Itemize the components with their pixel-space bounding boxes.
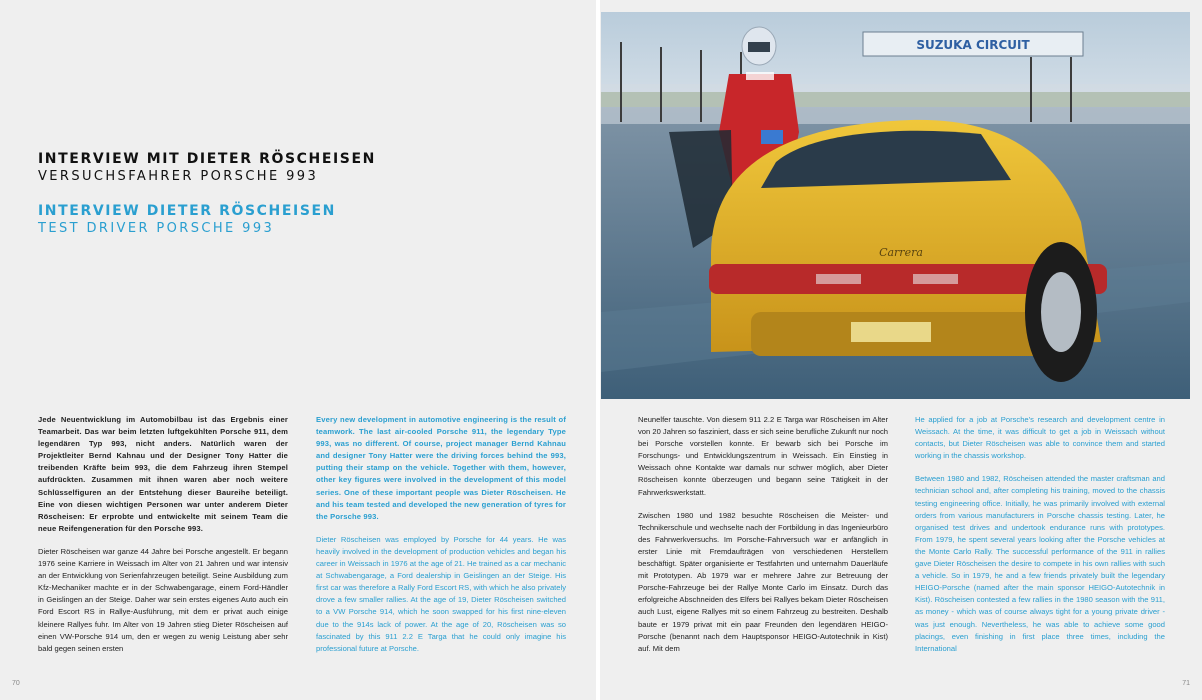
title-german: INTERVIEW MIT DIETER RÖSCHEISEN [38, 151, 376, 167]
column-german-2 [638, 414, 888, 666]
page-number-right: 71 [1182, 680, 1190, 687]
lead-paragraph-german: Jede Neuentwicklung im Automobilbau ist das Ergebnis einer Teamarbeit. Das war beim letzten luftgekühlten Porsche 911, dem legendären Typ 993, nicht anders. Natürlich waren der Projektleiter Bernd Kahnau und der Designer Tony Hatter die treibenden Kräfte beim 993, die dem Fahrzeug ihren Stempel aufdrückten. Zusammen mit ihnen waren aber noch weitere Schlüsselfiguren an der Entstehung dieser Baureihe beteiligt. Eine von diesen wichtigen Personen war unter anderem Dieter Röscheisen: Er erprobte und entwickelte mit seinem Team die neue Reifengeneration für den Porsche 993. [38, 415, 288, 533]
body-paragraph: Dieter Röscheisen war ganze 44 Jahre bei Porsche angestellt. Er begann 1976 seine Karriere in Weissach im Alter von 21 Jahren und war intensiv an der Entwicklung von Serienfahrzeugen beteiligt. Seine Ausbildung zum Kfz-Mechaniker machte er in der Schwabengarage, einem Ford-Händler in Geislingen an der Steige. Daher war sein erstes eigenes Auto auch ein Ford Escort RS in Rallye-Ausführung, mit dem er privat auch einige kleinere Rallyes fuhr. Im Alter von 19 Jahren stieg Dieter Röscheisen auf einen VW-Porsche 914 um, den er wegen zu wenig Leistung aber sehr bald gegen seinen ersten [38, 546, 288, 653]
photo-illustration [601, 12, 1190, 399]
subtitle-english: TEST DRIVER PORSCHE 993 [38, 221, 275, 236]
circuit-banner-text: SUZUKA CIRCUIT [916, 38, 1030, 52]
body-paragraph: Dieter Röscheisen was employed by Porsche for 44 years. He was heavily involved in the development of production vehicles and began his career in Weissach in 1976 at the age of 21. He trained as a car mechanic at Schwabengarage, a Ford dealership in Geislingen an der Steige. His first car was therefore a Rally Ford Escort RS, with which he also privately drove a few smaller rallies. At the age of 19, Dieter Röscheisen switched to a VW Porsche 914, which he soon swapped for his first nine-eleven due to the 914s lack of power. At the age of 20, Röscheisen was so fascinated by this 911 2.2 E Targa that he could only imagine his professional future at Porsche. [316, 534, 566, 653]
lead-paragraph-english: Every new development in automotive engineering is the result of teamwork. The last air-cooled Porsche 911, the legendary Type 993, was no different. Of course, project manager Bernd Kahnau and designer Tony Hatter were the driving forces behind the 993, putting their stamp on the vehicle. Together with them, however, other key figures were involved in the development of this model series. One of these important people was Dieter Röscheisen. He and his team tested and developed the new generation of tyres for the Porsche 993. [316, 415, 566, 521]
carrera-badge: Carrera [879, 246, 923, 259]
column-german-1 [38, 414, 288, 666]
body-paragraph: Neunelfer tauschte. Von diesem 911 2.2 E Targa war Röscheisen im Alter von 20 Jahren so fasziniert, dass er sich seine berufliche Zukunft nur noch bei Porsche vorstellen konnte. Er bewarb sich bei Porsche im Forschungs- und Entwicklungszentrum in Weissach. Ein Einstieg in Weissach ohne Kontakte war damals nur schwer möglich, aber Dieter Röscheisen konnte überzeugen und begann seine Tätigkeit in der Fahrwerkswerkstatt. [638, 415, 888, 497]
subtitle-german: VERSUCHSFAHRER PORSCHE 993 [38, 169, 319, 184]
column-english-1 [316, 414, 566, 666]
column-english-2 [915, 414, 1165, 666]
page-number-left: 70 [12, 680, 20, 687]
body-paragraph: He applied for a job at Porsche's research and development centre in Weissach. At the time, it was difficult to get a job in Weissach without contacts, but Dieter Röscheisen was able to convince them and started working in the chassis workshop. [915, 415, 1165, 461]
body-paragraph: Zwischen 1980 und 1982 besuchte Röscheisen die Meister- und Technikerschule und wechselte nach der Fortbildung in das Ingenieurbüro des Fahrwerkversuchs. Im Porsche-Fahrversuch war er anfänglich in erster Linie mit Fremdaufträgen von verschiedenen Herstellern beschäftigt. Später organisierte er Testfahrten und unternahm Dauerläufe mit Prototypen. Ab 1979 war er mehrere Jahre zur Betreuung der Porsche-Fahrzeuge bei der Rallye Monte Carlo im Einsatz. Durch das erfolgreiche Abschneiden des Elfers bei Rallyes bekam Dieter Röscheisen auch Lust, eigene Rallyes mit so einem Fahrzeug zu bestreiten. Deshalb baute er 1979 privat mit ein paar Freunden den legendären HEIGO-Porsche (benannt nach dem Hauptsponsor HEIGO-Autotechnik in Kist) auf. Mit dem [638, 510, 888, 653]
body-paragraph: Between 1980 and 1982, Röscheisen attended the master craftsman and technician school and, after completing his training, moved to the chassis testing engineering office. Initially, he was primarily involved with external orders from various manufacturers in Porsche chassis testing. Later, he organised test drives and undertook endurance runs with prototypes. From 1979, he spent several years looking after the Porsche vehicles at the Monte Carlo Rally. The successful performance of the 911 in rallies gave Dieter Röscheisen the desire to compete in his own rallies with such a vehicle. So in 1979, he and a few friends privately built the legendary HEIGO-Porsche (named after the main sponsor HEIGO-Autotechnik in Kist). Röscheisen contested a few rallies in the 1980 season with the 911, as money - which was of course always tight for a young private driver - was just enough. Nevertheless, he was able to achieve some good placings, even finishing in first place three times, including the International [915, 474, 1165, 653]
photo-porsche-993-suzuka [601, 12, 1190, 399]
pit-wall [601, 84, 1190, 124]
title-block [38, 150, 558, 238]
title-english: INTERVIEW DIETER RÖSCHEISEN [38, 203, 336, 219]
